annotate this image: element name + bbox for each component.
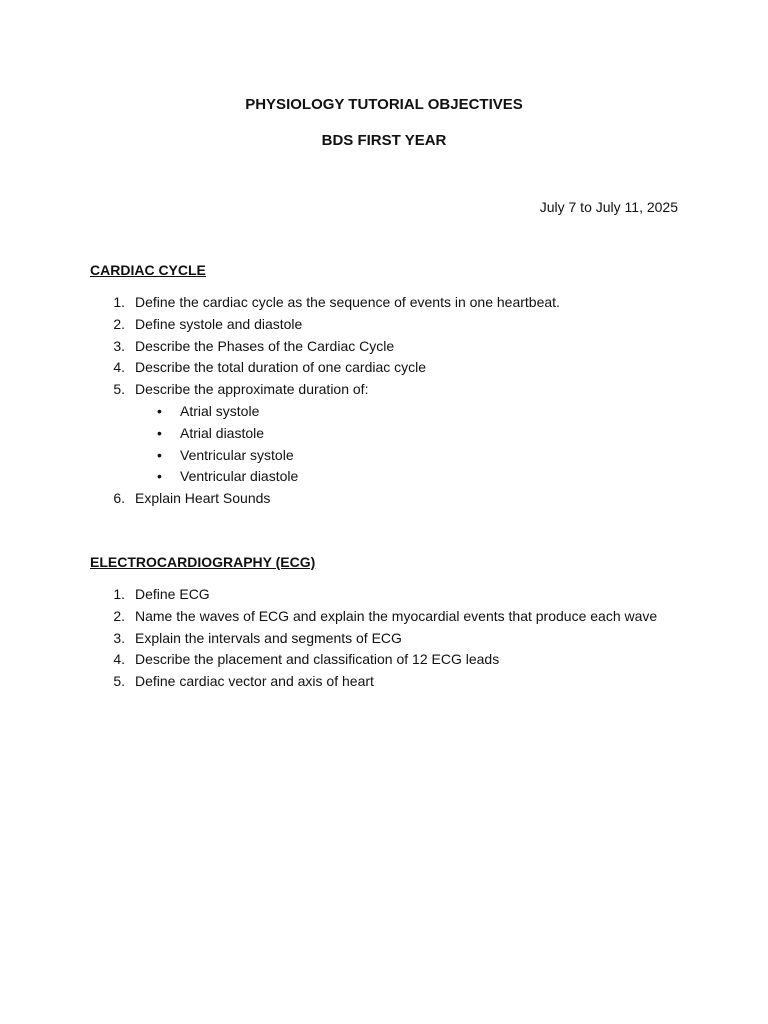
- list-item-number: 4.: [113, 359, 125, 376]
- date-range: July 7 to July 11, 2025: [539, 199, 678, 215]
- list-item: [0, 671, 768, 693]
- sub-list-item-text: Ventricular systole: [180, 446, 294, 463]
- section-heading-ecg: ELECTROCARDIOGRAPHY (ECG): [90, 554, 316, 570]
- list-item-text: Define systole and diastole: [135, 315, 303, 332]
- list-item-text: Explain the intervals and segments of ECG: [135, 629, 402, 646]
- bullet-icon: •: [157, 402, 162, 419]
- sub-list-item-text: Atrial diastole: [180, 424, 265, 441]
- ecg-objectives-list: [0, 584, 768, 693]
- list-item-number: 2.: [113, 315, 125, 332]
- list-item-number: 3.: [113, 629, 125, 646]
- cardiac-cycle-objectives-list: [0, 292, 768, 510]
- list-item-text: Describe the placement and classification of 12 ECG leads: [135, 651, 500, 668]
- bullet-icon: •: [157, 446, 162, 463]
- list-item-text: Define the cardiac cycle as the sequence of events in one heartbeat.: [135, 294, 560, 310]
- list-item-number: 3.: [113, 337, 125, 354]
- section-heading-cardiac-cycle: CARDIAC CYCLE: [90, 262, 206, 278]
- list-item-number: 4.: [113, 651, 125, 668]
- list-item-text: Describe the total duration of one cardiac cycle: [135, 359, 427, 376]
- list-item-text: Define cardiac vector and axis of heart: [135, 673, 374, 690]
- list-item-number: 1.: [113, 294, 125, 310]
- document-subtitle: BDS FIRST YEAR: [321, 132, 447, 149]
- sub-list-item-text: Ventricular diastole: [180, 468, 299, 485]
- list-item: [0, 357, 768, 379]
- list-item-number: 2.: [113, 607, 125, 624]
- list-item-number: 5.: [113, 381, 125, 398]
- list-item-number: 5.: [113, 673, 125, 690]
- sub-list-item: [0, 445, 768, 467]
- sub-list-item-text: Atrial systole: [180, 402, 260, 419]
- bullet-icon: •: [157, 424, 162, 441]
- sub-list-item: [0, 423, 768, 445]
- sub-list-item: [0, 466, 768, 488]
- list-item: [0, 292, 768, 314]
- list-item: [0, 488, 768, 510]
- list-item: [0, 379, 768, 401]
- list-item-text: Describe the Phases of the Cardiac Cycle: [135, 337, 395, 354]
- list-item: [0, 314, 768, 336]
- document-title: PHYSIOLOGY TUTORIAL OBJECTIVES: [245, 96, 523, 113]
- list-item-text: Explain Heart Sounds: [135, 490, 271, 507]
- list-item-text: Describe the approximate duration of:: [135, 381, 369, 398]
- list-item: [0, 606, 768, 628]
- list-item: [0, 584, 768, 606]
- list-item-text: Name the waves of ECG and explain the myocardial events that produce each wave: [135, 607, 658, 624]
- bullet-icon: •: [157, 468, 162, 485]
- sub-list-item: [0, 401, 768, 423]
- list-item: [0, 336, 768, 358]
- list-item-text: Define ECG: [135, 586, 210, 602]
- list-item-number: 1.: [113, 586, 125, 602]
- list-item: [0, 649, 768, 671]
- list-item: [0, 628, 768, 650]
- list-item-number: 6.: [113, 490, 125, 507]
